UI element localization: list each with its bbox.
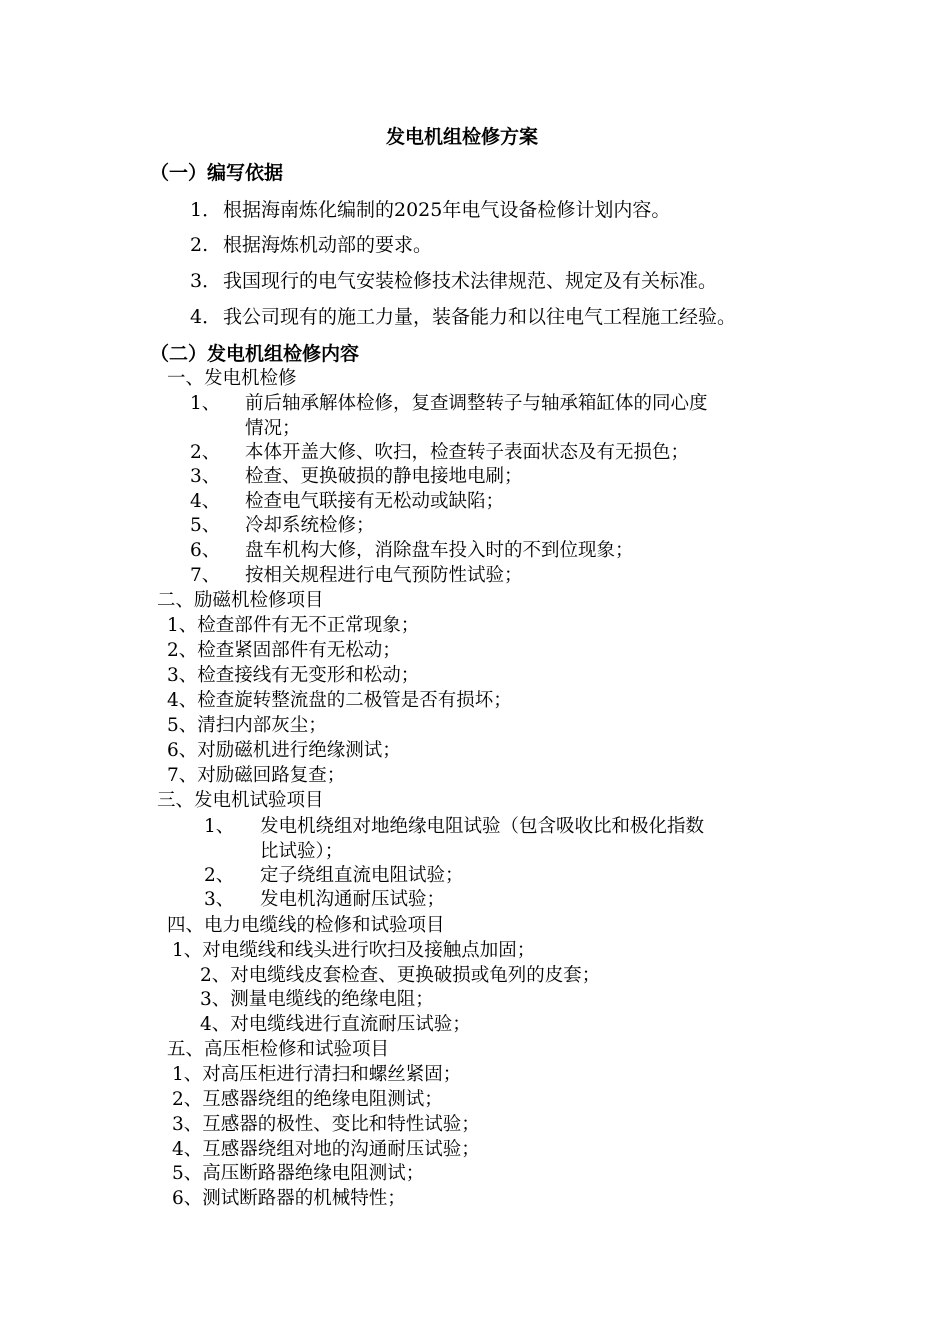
list-item: 6、对励磁机进行绝缘测试；	[167, 740, 401, 761]
list-item-text: 前后轴承解体检修，复查调整转子与轴承箱缸体的同心度	[245, 393, 708, 414]
list-item-text: 冷却系统检修；	[245, 515, 375, 536]
list-item: 4、检查旋转整流盘的二极管是否有损坏；	[167, 690, 512, 711]
list-item: 6、测试断路器的机械特性；	[172, 1188, 406, 1209]
list-item: 7、对励磁回路复查；	[167, 765, 346, 786]
list-item: 5、清扫内部灰尘；	[167, 715, 327, 736]
list-item-continuation: 情况；	[245, 418, 301, 439]
list-item-number: 2、	[190, 442, 221, 463]
list-item-number: 3、	[204, 889, 235, 910]
list-item: 3、测量电缆线的绝缘电阻；	[200, 989, 434, 1010]
list-item: 1、检查部件有无不正常现象；	[167, 615, 420, 636]
list-item: 2、对电缆线皮套检查、更换破损或龟列的皮套；	[200, 965, 601, 986]
paragraph-text: 根据海炼机动部的要求。	[223, 234, 433, 256]
paragraph-number: 1．	[190, 199, 222, 221]
subsection-title: 四、电力电缆线的检修和试验项目	[167, 915, 445, 936]
list-item-text: 盘车机构大修，消除盘车投入时的不到位现象；	[245, 540, 634, 561]
paragraph-number: 2.	[190, 234, 209, 256]
list-item-text: 检查电气联接有无松动或缺陷；	[245, 491, 505, 512]
subsection-title: 五、高压柜检修和试验项目	[167, 1039, 390, 1060]
list-item-number: 4、	[190, 491, 221, 512]
list-item: 4、对电缆线进行直流耐压试验；	[200, 1014, 471, 1035]
list-item: 1、对电缆线和线头进行吹扫及接触点加固；	[172, 940, 536, 961]
paragraph-text: 我国现行的电气安装检修技术法律规范、规定及有关标准。	[223, 270, 718, 292]
list-item: 3、检查接线有无变形和松动；	[167, 665, 420, 686]
list-item-number: 1、	[190, 393, 221, 414]
paragraph-text: 我公司现有的施工力量，装备能力和以往电气工程施工经验。	[223, 306, 737, 328]
list-item-number: 5、	[190, 515, 221, 536]
list-item-text: 发电机沟通耐压试验；	[260, 889, 446, 910]
list-item-number: 7、	[190, 565, 221, 586]
subsection-title: 二、励磁机检修项目	[157, 590, 324, 611]
list-item-number: 6、	[190, 540, 221, 561]
list-item-text: 本体开盖大修、吹扫，检查转子表面状态及有无损色；	[245, 442, 690, 463]
subsection-title: 三、发电机试验项目	[157, 790, 324, 811]
list-item: 2、检查紧固部件有无松动；	[167, 640, 401, 661]
section-heading: （二）发电机组检修内容	[150, 343, 360, 365]
list-item: 1、对高压柜进行清扫和螺丝紧固；	[172, 1064, 462, 1085]
list-item-number: 3、	[190, 466, 221, 487]
document-title: 发电机组检修方案	[386, 126, 539, 148]
list-item-number: 2、	[204, 865, 235, 886]
list-item-text: 发电机绕组对地绝缘电阻试验（包含吸收比和极化指数	[260, 816, 705, 837]
list-item: 4、互感器绕组对地的沟通耐压试验；	[172, 1139, 480, 1160]
list-item: 2、互感器绕组的绝缘电阻测试；	[172, 1089, 443, 1110]
list-item-text: 按相关规程进行电气预防性试验；	[245, 565, 523, 586]
paragraph-number: 3．	[190, 270, 222, 292]
list-item-text: 定子绕组直流电阻试验；	[260, 865, 464, 886]
list-item-continuation: 比试验）；	[260, 841, 344, 862]
paragraph-text: 根据海南炼化编制的2025年电气设备检修计划内容。	[223, 199, 671, 221]
subsection-title: 一、发电机检修	[167, 368, 297, 389]
list-item: 3、互感器的极性、变比和特性试验；	[172, 1114, 480, 1135]
section-heading: （一）编写依据	[150, 162, 284, 184]
paragraph-number: 4．	[190, 306, 222, 328]
list-item: 5、高压断路器绝缘电阻测试；	[172, 1163, 425, 1184]
list-item-number: 1、	[204, 816, 235, 837]
list-item-text: 检查、更换破损的静电接地电刷；	[245, 466, 523, 487]
